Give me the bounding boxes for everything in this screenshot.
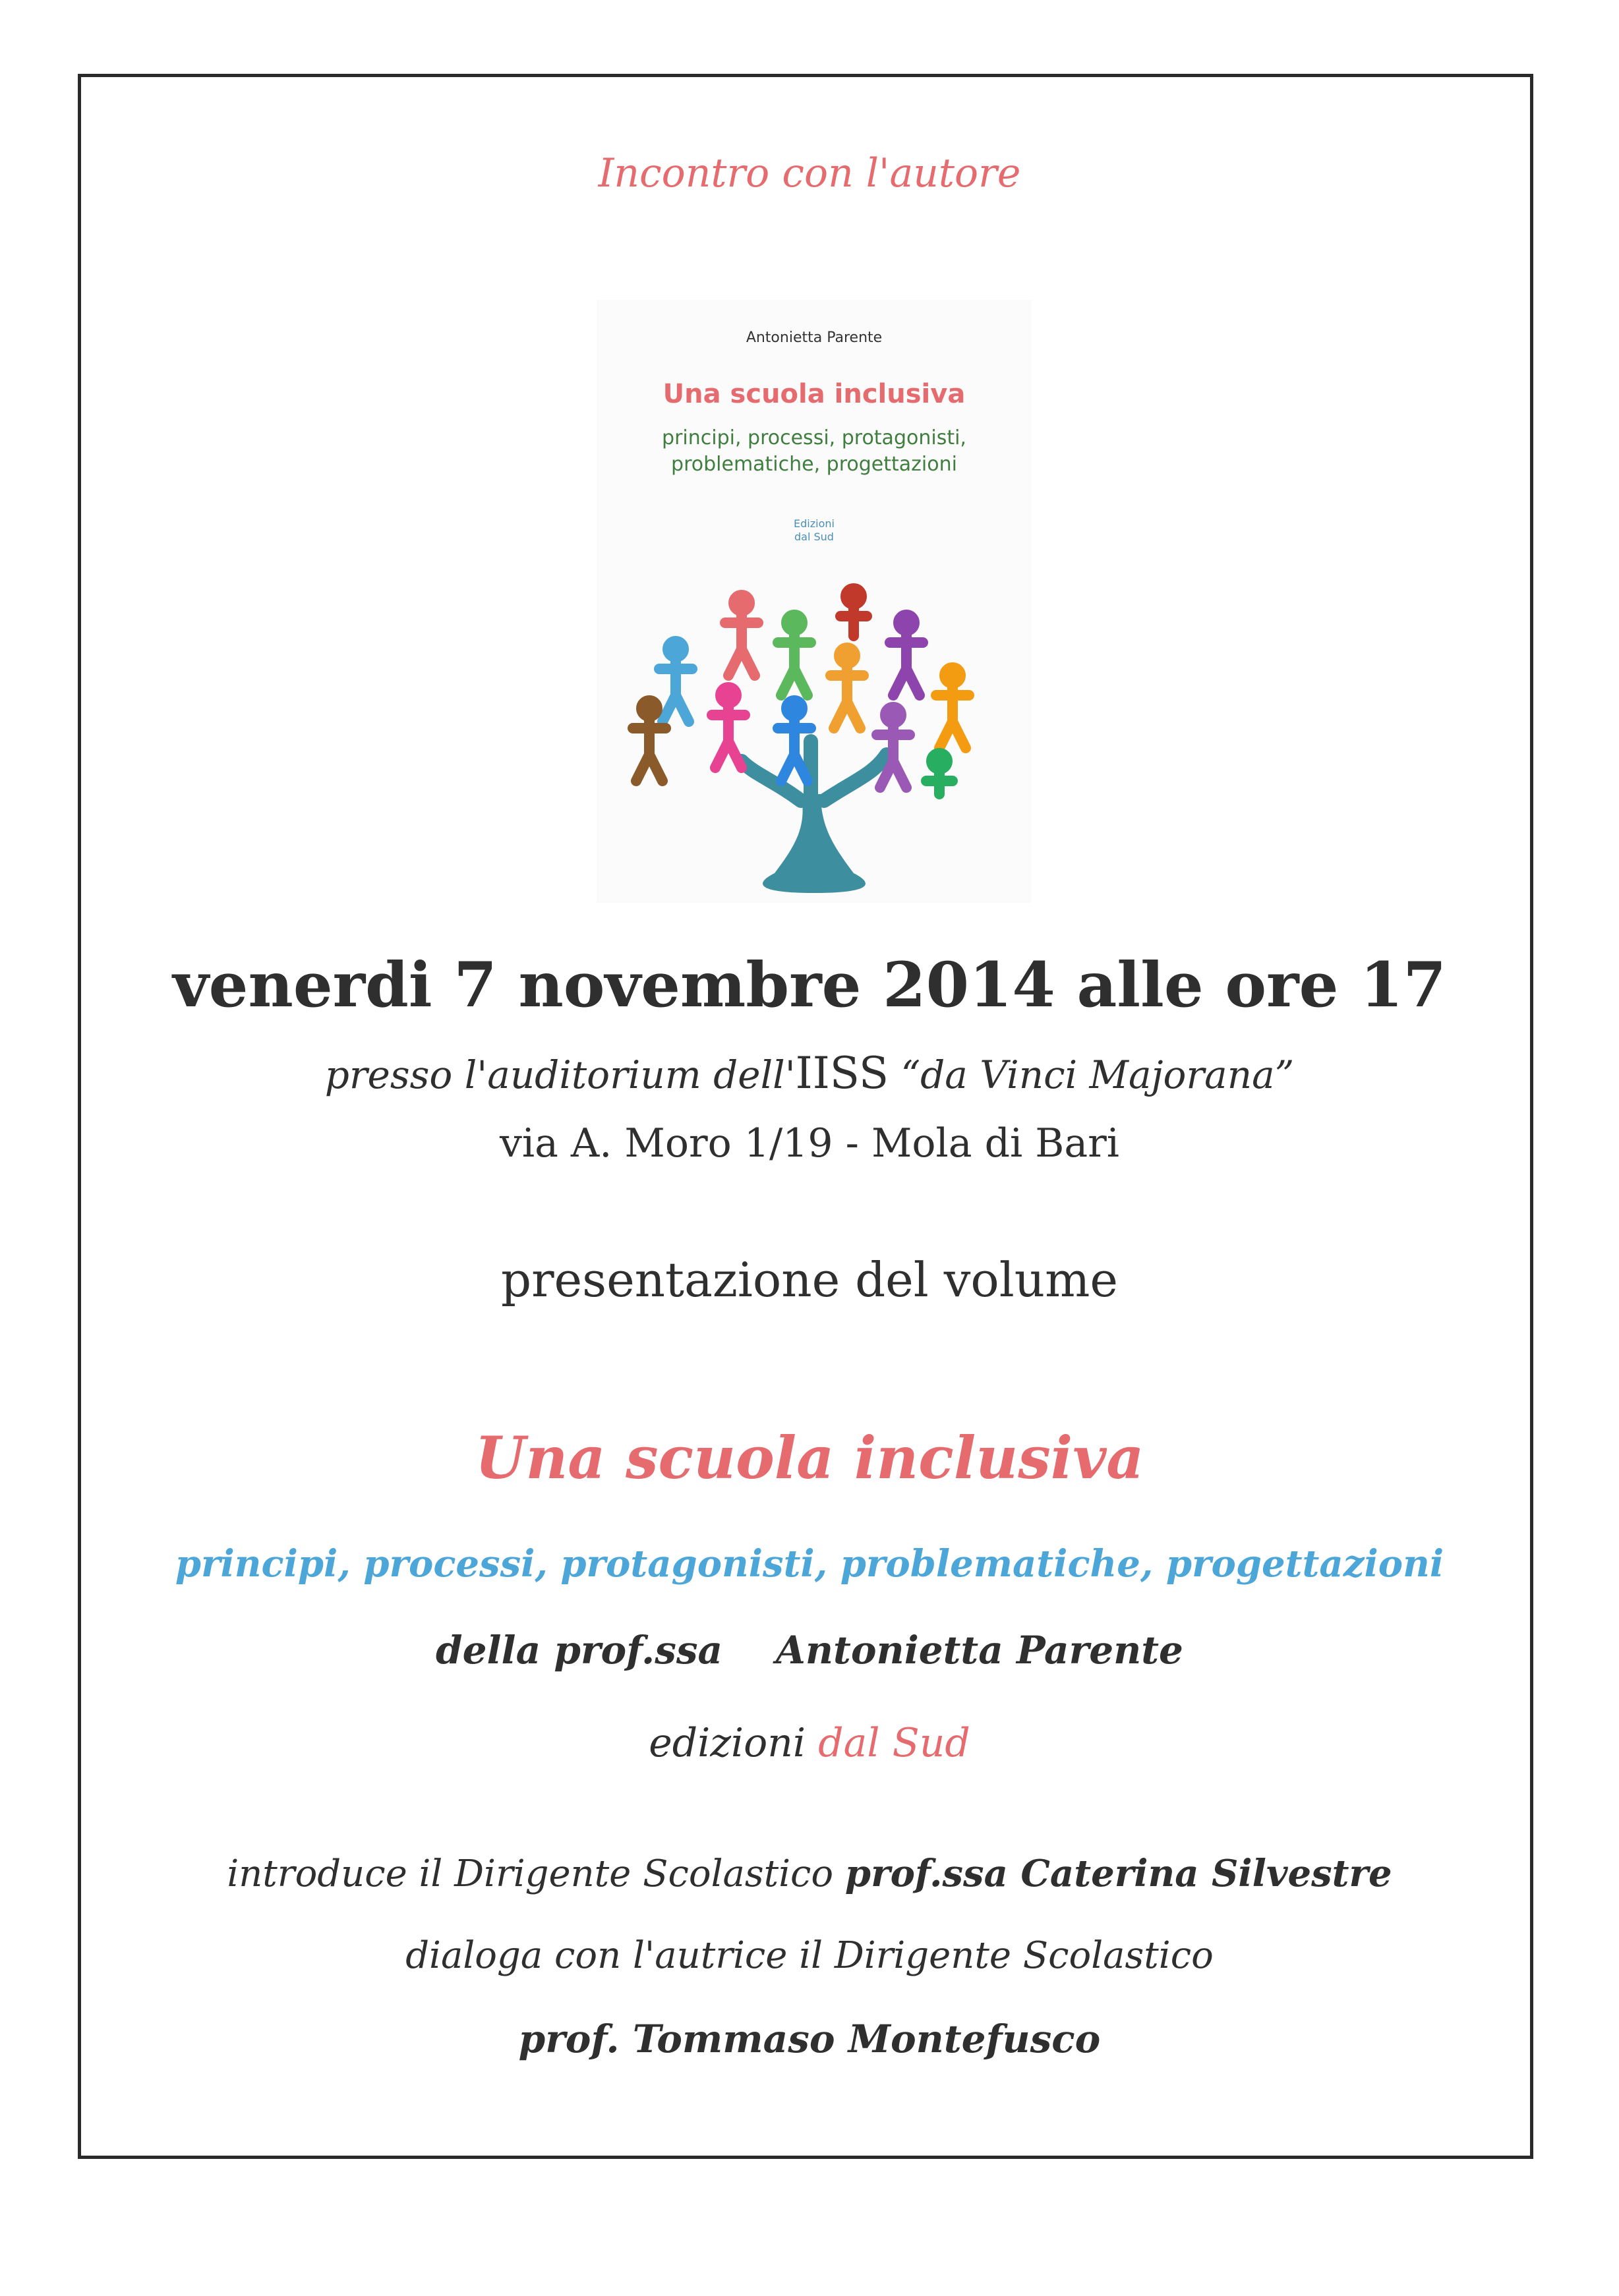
event-address: via A. Moro 1/19 - Mola di Bari: [500, 1120, 1119, 1166]
cover-publisher-line-2: dal Sud: [794, 531, 834, 543]
cover-title: Una scuola inclusiva: [662, 379, 966, 409]
publisher-prefix: edizioni: [649, 1720, 806, 1766]
speaker-dialog: dialoga con l'autrice il Dirigente Scolastico: [405, 1934, 1214, 1977]
cover-subtitle-line-1: principi, processi, protagonisti,: [662, 426, 966, 449]
people-tree-illustration: [597, 563, 1032, 900]
event-venue: [0, 1048, 1619, 1099]
event-date: venerdi 7 novembre 2014 alle ore 17: [173, 949, 1446, 1021]
author-prefix: della prof.ssa: [436, 1628, 723, 1673]
publisher-name: dal Sud: [818, 1720, 970, 1766]
book-subtitle: principi, processi, protagonisti, problematiche, progettazioni: [175, 1542, 1444, 1586]
intro-prefix: introduce il Dirigente Scolastico: [227, 1852, 834, 1895]
book-cover: [597, 300, 1032, 903]
cover-subtitle: [597, 425, 1032, 478]
venue-name: “da Vinci Majorana”: [900, 1052, 1295, 1097]
book-publisher: [0, 1720, 1619, 1766]
author-name: Antonietta Parente: [775, 1628, 1183, 1673]
speaker-dialog-name: prof. Tommaso Montefusco: [518, 2017, 1101, 2061]
cover-author: Antonietta Parente: [746, 330, 883, 346]
cover-publisher-logo: [597, 517, 1032, 544]
presentation-intro: presentazione del volume: [501, 1252, 1118, 1307]
book-title: Una scuola inclusiva: [475, 1423, 1144, 1492]
speaker-intro: [0, 1852, 1619, 1895]
cover-publisher-line-1: Edizioni: [794, 517, 835, 530]
venue-prefix: presso l'auditorium dell': [324, 1052, 796, 1097]
header-text: Incontro con l'autore: [598, 150, 1021, 196]
intro-name: prof.ssa Caterina Silvestre: [844, 1852, 1392, 1895]
book-author: [0, 1628, 1619, 1673]
cover-subtitle-line-2: problematiche, progettazioni: [671, 453, 957, 476]
venue-org: IISS: [795, 1048, 889, 1099]
